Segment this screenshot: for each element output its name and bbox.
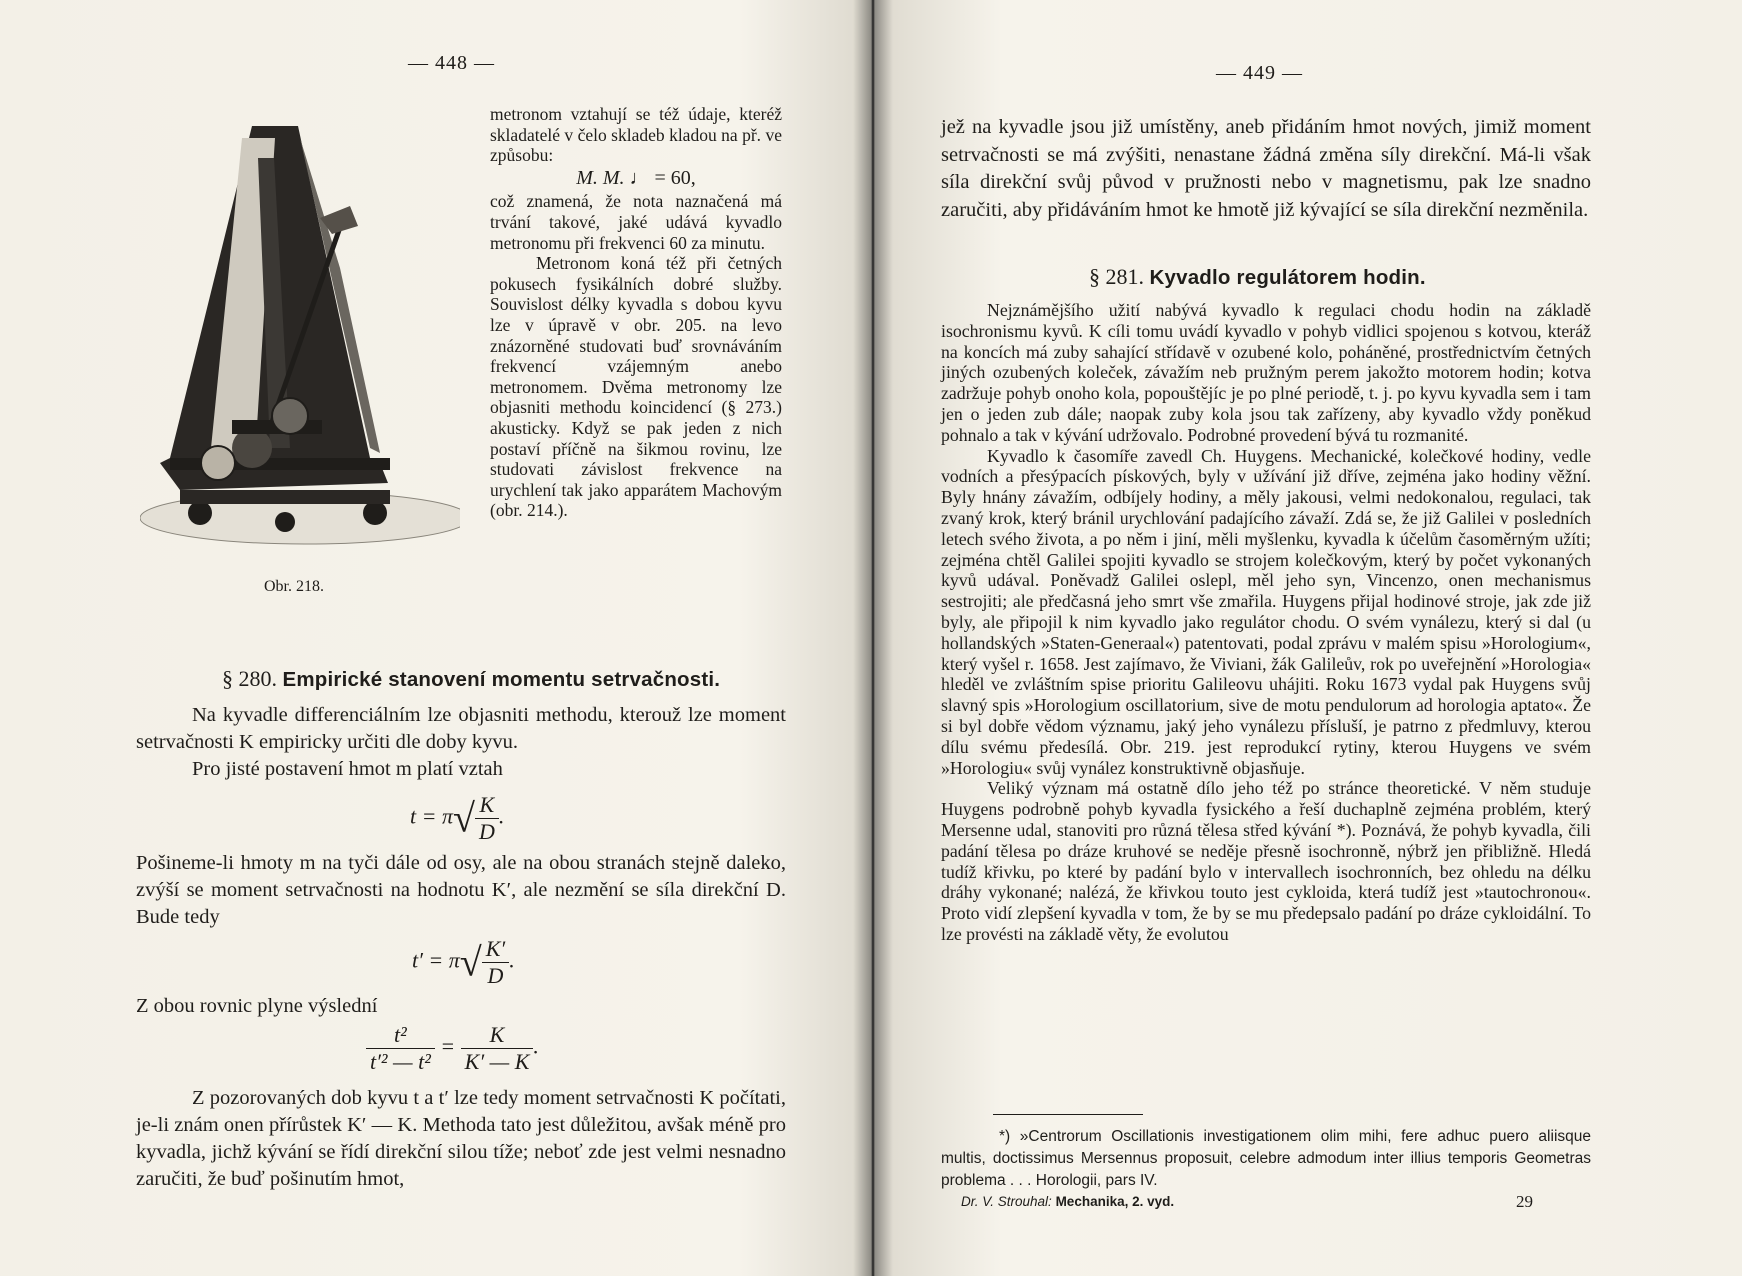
page-number: — 448 — — [408, 52, 495, 74]
mm-label: M. M. — [576, 166, 625, 189]
author: Dr. V. Strouhal: — [961, 1194, 1052, 1209]
radical-sign: √ — [452, 795, 475, 841]
metronome-marking — [490, 168, 782, 189]
body-text-1 — [136, 702, 786, 783]
footnote-divider — [993, 1114, 1143, 1115]
metronome-figure — [140, 118, 460, 558]
section-number: § 280. — [222, 666, 277, 691]
page-number: — 449 — — [1216, 62, 1303, 84]
paragraph: Z pozorovaných dob kyvu t a t′ lze tedy moment setrvačnosti K počítati, je-li znám onen přírůstek K′ — K. Methoda tato jest důležitou, avšak méně pro kyvadla, jichž kývání se řídí direkční silou tíže; neboť zde jest velmi nesnadno zaručiti, že buď pošinutím hmot, — [136, 1087, 786, 1190]
section-title: Empirické stanovení momentu setrvačnosti. — [282, 668, 721, 691]
denominator: D — [487, 963, 504, 988]
numerator: K — [461, 1022, 534, 1049]
footnote-text: *) »Centrorum Oscillationis investigationem olim mihi, fere adhuc puero aliisque multis, doctissimus Mersennus proposuit, celebre admodum inter illius temporis Geometras problema . . . Horologii, pars IV. — [941, 1128, 1591, 1189]
right-page — [871, 0, 1742, 1276]
figure-caption: Obr. 218. — [264, 578, 324, 595]
numerator: t² — [366, 1022, 435, 1049]
paragraph: Na kyvadle differenciálním lze objasniti methodu, kterouž lze moment setrvačnosti K empiricky určiti dle doby kyvu. — [136, 704, 786, 753]
section-heading — [222, 666, 720, 692]
equation-end: . — [498, 803, 505, 829]
side-paragraph-2: což znamená, že nota naznačená má trvání takové, jaké udává kyvadlo metronomu při frekvenci 60 za minutu. — [490, 191, 782, 253]
continued-text — [941, 114, 1591, 224]
equals-sign: = — [440, 1033, 456, 1059]
paragraph: Pro jisté postavení hmot m platí vztah — [192, 758, 503, 780]
section-number: § 281. — [1089, 264, 1144, 289]
side-paragraph-3: Metronom koná též při četných pokusech fysikálních dobré služby. Souvislost délky kyvadla s dobou kyvu lze v úpravě v obr. 205. na levo znázorněné studovati buď srovnáváním frekvencí vzájemným anebo metronomem. Dvěma metronomy lze objasniti methodu koincidencí (§ 273.) akusticky. Když se pak jeden z nich postaví příčně na šikmou rovinu, lze studovati závislost frekvence na urychlení tak jako apparátem Machovým (obr. 214.). — [490, 253, 782, 521]
equation-period — [410, 792, 504, 845]
section-heading — [1089, 264, 1426, 290]
fraction — [475, 792, 499, 845]
fraction-right — [461, 1022, 534, 1075]
paragraph: Kyvadlo k časomíře zavedl Ch. Huygens. Mechanické, kolečkové hodiny, vedle vodních a přesýpacích pískových, byly v užívání již dříve, zejména jako hodiny věžní. Byly hnány závažím, odbíjely hodiny, a měly jakousi, velmi nedokonalou, regulaci, tak zvaný krok, který bránil urychlování padajícího závaží. Zdá se, že již Galilei v posledních letech svého života, a po něm i jiní, měli myšlenku, kyvadla k účelům časoměrným užíti; zejména chtěl Galilei spojiti kyvadlo se strojem kolečkovým, který by počet vykonaných kyvů udával. Poněvadž Galilei oslepl, měl jeho syn, Vincenzo, onen mechanismus sestrojiti; ale předčasná jeho smrt vše zmařila. Huygens přijal hodinové stroje, jak zde již byly, ale připojil k nim kyvadlo jako regulátor chodu. O svém vynálezu, který si dal (u hollandských »Staten-Generaal«) patentovati, podal zprávu v malém spisu »Horologium«, který vyšel r. 1658. Jest zajímavo, že Viviani, žák Galileův, rok po uveřejnění »Horologia« hleděl ve zvláštním spise prioritu Galileovu uhájiti. Roku 1673 vydal pak Huygens svůj slavný spis »Horologium oscillatorium, sive de motu pendulorum ad horologia aptato«. Že si byl dobře vědom významu, jaký jeho vynálezu přísluší, je patrno z předmluvy, kterou dílu svému předesílá. Obr. 219. jest reprodukcí rytiny, kterou Huygens ve svém »Horologiu« svůj vynález konstruktivně objasňuje. — [941, 445, 1591, 778]
denominator: D — [478, 819, 495, 844]
equation-end: . — [533, 1033, 539, 1059]
sqrt — [460, 936, 509, 989]
equation-lhs: t = π — [410, 803, 453, 829]
sheet-number: 29 — [1516, 1192, 1533, 1211]
paragraph: Pošineme-li hmoty m na tyči dále od osy, ale na obou stranách stejně daleko, zvýší se moment setrvačnosti na hodnotu K′, ale nezmění se síla direkční D. Bude tedy — [136, 852, 786, 928]
mm-value: = 60, — [654, 166, 696, 189]
paragraph: Veliký význam má ostatně dílo jeho též po stránce theoretické. V něm studuje Huygens podrobně pohyb kyvadla fysického a řeší duchaplně zejména problém, který Mersenne udal, stanoviti pro různá tělesa střed kývání *). Poznává, že pohyb kyvadla, čili padání tělesa po dráze kruhové se neděje přesně isochronně, nýbrž jen přibližně. Hledá tudíž křivku, po které by padání bylo v intervallech isochronních, bez ohledu na délku dráhy vykonané; nalézá, že křivkou touto jest cykloida, která tudíž jest »tautochronou«. Proto vidí zlepšení kyvadla v tom, že by se mu předepsalo padání po dráze cykloidální. To lze provésti na základě věty, že evolutou — [941, 778, 1591, 944]
side-paragraph-1: metronom vztahují se též údaje, kteréž skladatelé v čelo skladeb kladou na př. ve způsobu: — [490, 104, 782, 166]
paragraph: jež na kyvadle jsou již umístěny, aneb přidáním hmot nových, jimiž moment setrvačnosti se má zvýšiti, nenastane žádná změna síly direkční. Má-li však síla direkční svůj původ v pružnosti nebo v magnetismu, pak lze snadno zaručiti, aby přidáváním hmot ke hmotě již kývající se síla direkční nezměnila. — [941, 116, 1591, 221]
fraction — [482, 936, 510, 989]
numerator: K — [475, 792, 499, 819]
paragraph: Nejznámějšího užití nabývá kyvadlo k regulaci chodu hodin na základě isochronismu kyvů. K cíli tomu uvádí kyvadlo v pohyb vidlici spojenou s kotvou, kteráž na koncích má zuby sahající střídavě v ozubené kolo, poháněné, prostřednictvím četných jiných ozubených koleček, závažím neb pružným perem jakožto motorem hodin; kotva zadržuje pohyb onoho kola, popouštějíc je po plné periodě, t. j. po kyvu kyvadla sem i tam jen o jeden zub dále; naopak zuby kola jsou tak zařízeny, aby kyvadlo vždy poněkud pohnalo a tak v kývání udržovalo. Podrobné provedení bývá tu rozmanité. — [941, 300, 1591, 445]
equation-ratio — [366, 1022, 539, 1075]
note-icon: ♩ — [629, 166, 650, 189]
body-text-3 — [136, 993, 786, 1020]
denominator: t′² — t² — [370, 1049, 431, 1074]
radical-sign: √ — [459, 939, 482, 985]
footnote — [941, 1126, 1591, 1192]
fraction-left — [366, 1022, 435, 1075]
body-text-2 — [136, 850, 786, 931]
sqrt — [453, 792, 499, 845]
equation-lhs: t′ = π — [412, 947, 460, 973]
book-gutter — [853, 0, 893, 1276]
numerator: K′ — [482, 936, 510, 963]
body-text-4 — [136, 1085, 786, 1193]
signature-line — [961, 1194, 1174, 1209]
equation-period-2 — [412, 936, 515, 989]
equation-end: . — [509, 947, 515, 973]
paragraph: Z obou rovnic plyne výslední — [136, 995, 378, 1017]
section-title: Kyvadlo regulátorem hodin. — [1149, 266, 1426, 289]
side-column — [490, 104, 782, 521]
denominator: K′ — K — [464, 1049, 530, 1074]
work-title: Mechanika, 2. vyd. — [1055, 1194, 1175, 1209]
section-body — [941, 300, 1591, 945]
